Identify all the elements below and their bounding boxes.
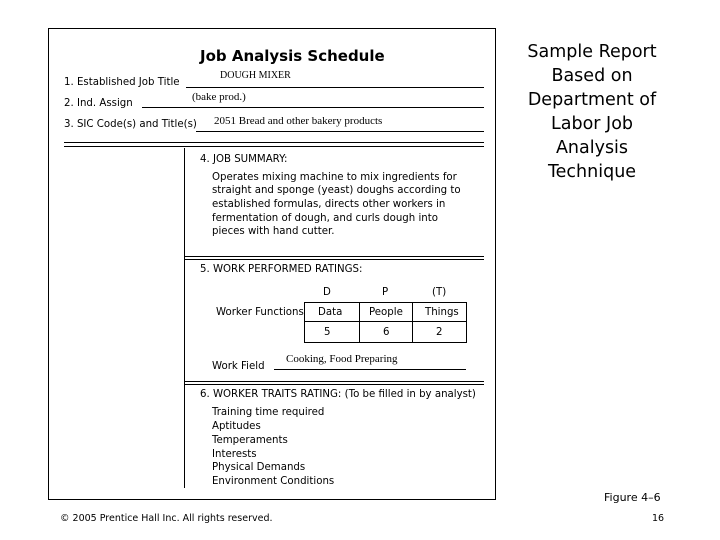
trait-item-4: Interests: [212, 449, 257, 460]
field-sic-line: [196, 131, 484, 132]
job-summary-heading: 4. JOB SUMMARY:: [200, 154, 288, 165]
page-number: 16: [652, 513, 665, 524]
worker-functions-label: Worker Functions: [216, 307, 304, 318]
work-field-line: [274, 369, 466, 370]
job-summary-line-4: fermentation of dough, and curls dough into: [212, 213, 438, 224]
ratings-table-mid: [304, 321, 466, 322]
col-name-things: Things: [425, 307, 459, 318]
trait-item-1: Training time required: [212, 407, 325, 418]
sidebar-caption: Sample Report Based on Department of Labor Job Analysis Technique: [527, 42, 657, 182]
work-performed-heading: 5. WORK PERFORMED RATINGS:: [200, 264, 363, 275]
rating-data: 5: [324, 327, 331, 338]
field-ind-assign-value: (bake prod.): [192, 91, 246, 103]
worker-traits-heading: 6. WORKER TRAITS RATING: (To be filled in by analyst): [200, 389, 476, 400]
col-name-people: People: [369, 307, 403, 318]
col-name-data: Data: [318, 307, 343, 318]
work-field-label: Work Field: [212, 361, 265, 372]
field-job-title-line: [186, 87, 484, 88]
section-left-rule: [184, 148, 185, 488]
col-letter-d: D: [323, 287, 331, 298]
rating-people: 6: [383, 327, 390, 338]
col-letter-p: P: [382, 287, 389, 298]
divider-rule-top: [64, 142, 484, 143]
ratings-table-col3: [466, 302, 467, 343]
field-job-title-label: 1. Established Job Title: [64, 77, 180, 88]
job-summary-line-1: Operates mixing machine to mix ingredients for: [212, 172, 457, 183]
ratings-table-bottom: [304, 342, 466, 343]
ratings-table-col1: [359, 302, 360, 343]
field-ind-assign-line: [142, 107, 484, 108]
rating-things: 2: [436, 327, 443, 338]
trait-item-5: Physical Demands: [212, 462, 306, 473]
job-summary-line-3: established formulas, directs other workers in: [212, 199, 446, 210]
trait-item-6: Environment Conditions: [212, 476, 335, 487]
section5-rule-a: [184, 381, 484, 382]
trait-item-2: Aptitudes: [212, 421, 261, 432]
section4-rule-b: [184, 259, 484, 260]
ratings-table-col0: [304, 302, 305, 343]
job-summary-line-5: pieces with hand cutter.: [212, 226, 335, 237]
schedule-title: Job Analysis Schedule: [200, 47, 385, 65]
trait-item-3: Temperaments: [212, 435, 288, 446]
job-summary-line-2: straight and sponge (yeast) doughs according to: [212, 185, 461, 196]
field-ind-assign-label: 2. Ind. Assign: [64, 98, 133, 109]
field-sic-label: 3. SIC Code(s) and Title(s): [64, 119, 197, 130]
field-job-title-value: DOUGH MIXER: [220, 70, 291, 81]
field-sic-value: 2051 Bread and other bakery products: [214, 115, 383, 127]
divider-rule-bottom: [64, 146, 484, 147]
section5-rule-b: [184, 384, 484, 385]
work-field-value: Cooking, Food Preparing: [286, 353, 398, 365]
ratings-table-top: [304, 302, 466, 303]
copyright-notice: © 2005 Prentice Hall Inc. All rights reserved.: [60, 513, 273, 524]
col-letter-t: (T): [432, 287, 447, 298]
section4-rule-a: [184, 256, 484, 257]
ratings-table-col2: [412, 302, 413, 343]
figure-label: Figure 4–6: [604, 491, 661, 504]
